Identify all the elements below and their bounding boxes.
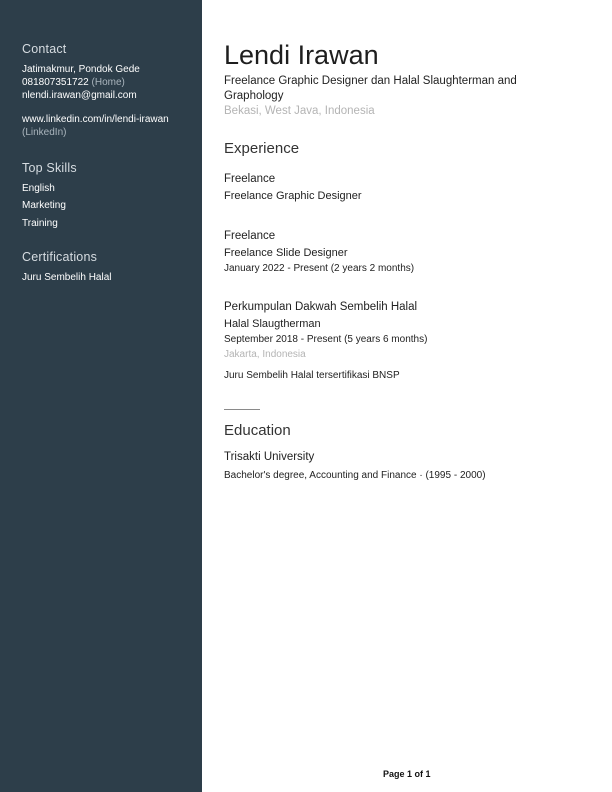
experience-role: Halal Slaugtherman: [224, 318, 321, 330]
certification-item: Juru Sembelih Halal: [22, 272, 112, 283]
experience-company: Freelance: [224, 230, 276, 242]
education-degree: Bachelor's degree, Accounting and Finance · (1995 - 2000): [224, 470, 486, 481]
main-content: [202, 0, 612, 792]
experience-location: Jakarta, Indonesia: [224, 349, 306, 360]
experience-company: Perkumpulan Dakwah Sembelih Halal: [224, 301, 418, 313]
contact-linkedin-label: (LinkedIn): [22, 127, 67, 138]
experience-dates: September 2018 - Present (5 years 6 months): [224, 334, 428, 345]
page-number: Page 1 of 1: [383, 769, 431, 779]
experience-role: Freelance Graphic Designer: [224, 190, 362, 202]
profile-headline: Freelance Graphic Designer dan Halal Slaughterman and Graphology: [224, 75, 517, 102]
sidebar: [0, 0, 202, 792]
skill-item: English: [22, 183, 55, 194]
section-divider: [224, 409, 260, 410]
experience-description: Juru Sembelih Halal tersertifikasi BNSP: [224, 370, 400, 381]
experience-heading: Experience: [224, 140, 300, 157]
experience-company: Freelance: [224, 173, 276, 185]
contact-address: Jatimakmur, Pondok Gede: [22, 64, 140, 75]
contact-phone: 081807351722: [22, 77, 89, 88]
contact-phone-label: (Home): [91, 77, 125, 88]
education-school: Trisakti University: [224, 451, 315, 463]
contact-email[interactable]: nlendi.irawan@gmail.com: [22, 90, 137, 101]
skill-item: Training: [22, 218, 58, 229]
certifications-heading: Certifications: [22, 250, 98, 264]
education-heading: Education: [224, 422, 291, 439]
profile-location: Bekasi, West Java, Indonesia: [224, 105, 375, 117]
contact-heading: Contact: [22, 42, 67, 56]
contact-phone-row: [22, 77, 125, 88]
skills-heading: Top Skills: [22, 161, 77, 175]
experience-dates: January 2022 - Present (2 years 2 months): [224, 263, 415, 274]
profile-name: Lendi Irawan: [224, 40, 379, 70]
experience-role: Freelance Slide Designer: [224, 247, 348, 259]
skill-item: Marketing: [22, 200, 66, 211]
contact-linkedin-url[interactable]: www.linkedin.com/in/lendi-irawan: [22, 114, 169, 125]
